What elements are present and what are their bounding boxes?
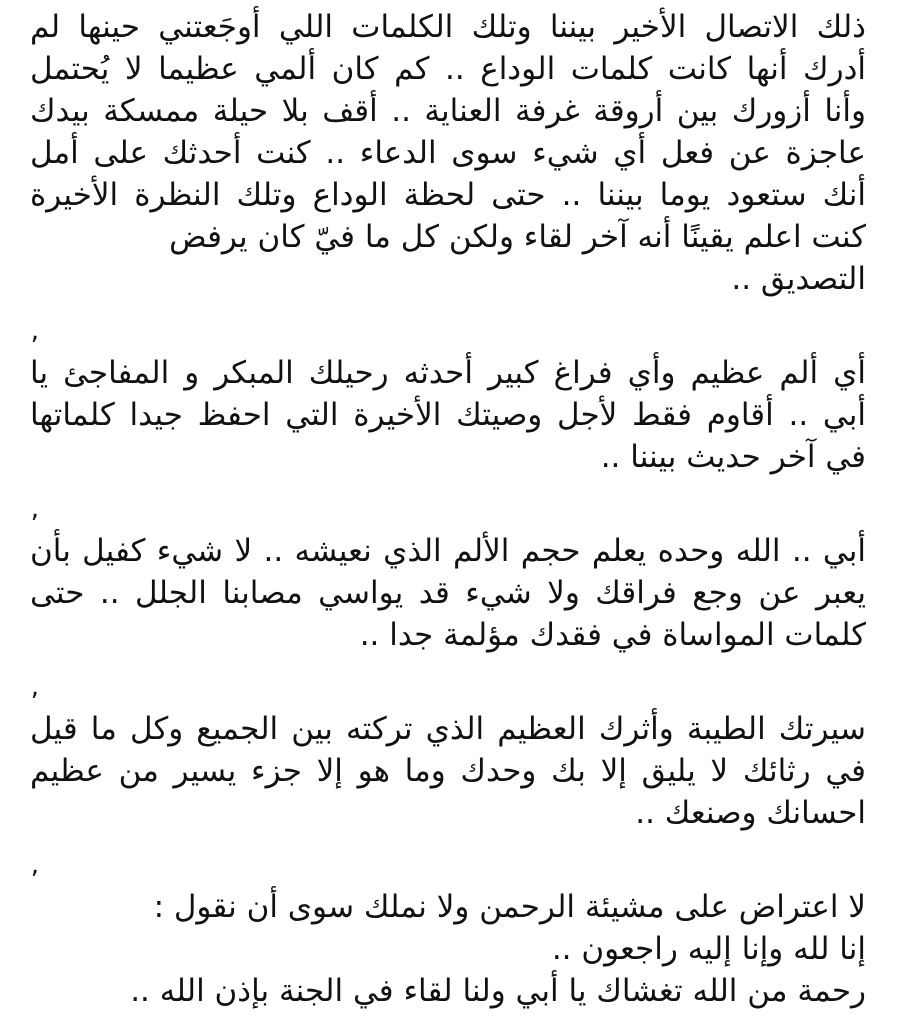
paragraph-farewell-call (30, 6, 866, 300)
text-line: إنا لله وإنا إليه راجعون .. (551, 931, 866, 967)
paragraph-god-knows (30, 530, 866, 656)
text-line: احسانك وصنعك .. (635, 795, 866, 831)
text-line: كنت اعلم يقينًا أنه آخر لقاء ولكن كل ما فيّ كان يرفض (169, 219, 866, 255)
text-line: لا اعتراض على مشيئة الرحمن ولا نملك سوى أن نقول : (153, 889, 866, 925)
text-line: عاجزة عن فعل أي شيء سوى الدعاء .. كنت أحدثك على أمل (30, 135, 866, 171)
comma-separator: , (30, 672, 39, 702)
text-line: سيرتك الطيبة وأثرك العظيم الذي تركته بين الجميع وكل ما قيل (30, 711, 866, 747)
text-line: وأنا أزورك بين أروقة غرفة العناية .. أقف بلا حيلة ممسكة بيدك (30, 93, 866, 129)
text-line: التصديق .. (731, 261, 866, 297)
text-line: في آخر حديث بيننا .. (600, 439, 866, 475)
paragraph-great-pain (30, 352, 866, 478)
text-line: رحمة من الله تغشاك يا أبي ولنا لقاء في الجنة بإذن الله .. (130, 973, 866, 1009)
text-line: في رثائك لا يليق إلا بك وحدك وما هو إلا جزء يسير من عظيم (30, 753, 866, 789)
text-line: أبي .. الله وحده يعلم حجم الألم الذي نعيشه .. لا شيء كفيل بأن (30, 533, 866, 569)
comma-separator: , (30, 850, 39, 880)
comma-separator: , (30, 494, 39, 524)
paragraph-good-biography (30, 708, 866, 834)
text-line: أدرك أنها كانت كلمات الوداع .. كم كان ألمي عظيما لا يُحتمل (30, 51, 866, 87)
paragraph-closing-prayer (30, 886, 866, 1012)
text-line: ذلك الاتصال الأخير بيننا وتلك الكلمات اللي أوجَعتني حينها لم (30, 9, 866, 45)
text-line: أي ألم عظيم وأي فراغ كبير أحدثه رحيلك المبكر و المفاجئ يا (30, 355, 866, 391)
comma-separator: , (30, 316, 39, 346)
text-line: أنك ستعود يوما بيننا .. حتى لحظة الوداع وتلك النظرة الأخيرة (30, 177, 866, 213)
text-line: يعبر عن وجع فراقك ولا شيء قد يواسي مصابنا الجلل .. حتى (30, 575, 866, 611)
text-line: أبي .. أقاوم فقط لأجل وصيتك الأخيرة التي احفظ جيدا كلماتها (30, 397, 866, 433)
text-line: كلمات المواساة في فقدك مؤلمة جدا .. (359, 617, 866, 653)
